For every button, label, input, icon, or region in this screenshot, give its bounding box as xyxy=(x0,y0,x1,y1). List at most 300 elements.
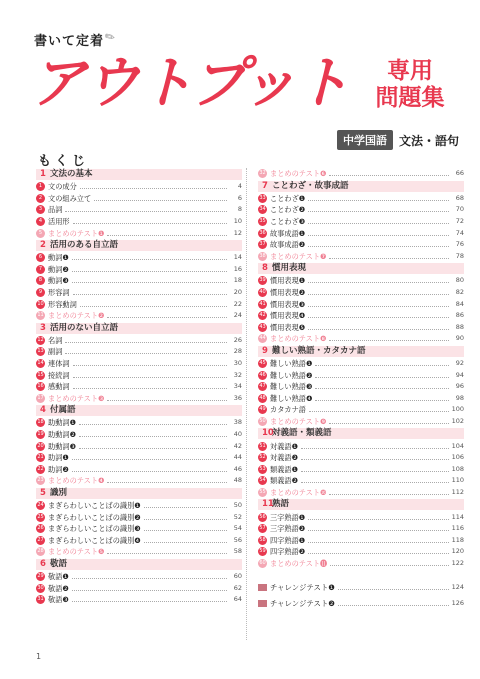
entry-number-badge: 25 xyxy=(37,513,44,520)
entry-label xyxy=(270,582,335,593)
entry-page: 12 xyxy=(233,228,242,237)
entry-number-badge: 2 xyxy=(36,194,45,203)
entry-sub-number: ❸ xyxy=(134,524,141,534)
entry-sub-number: ❸ xyxy=(69,441,77,451)
entry-page: 42 xyxy=(233,441,242,450)
section-title: 熟語 xyxy=(272,499,290,510)
dot-leader xyxy=(79,436,227,437)
entry-sub-number: ❶ xyxy=(69,418,77,428)
sub-title-line-1: 専用 xyxy=(387,58,433,84)
entry-number-badge: 16 xyxy=(37,383,44,390)
toc-entry[interactable] xyxy=(36,546,242,558)
entry-number-badge: 6 xyxy=(36,253,45,262)
toc-entry[interactable] xyxy=(258,287,464,299)
entry-page: 36 xyxy=(233,393,242,402)
toc-entry[interactable] xyxy=(258,310,464,322)
dot-leader xyxy=(338,605,449,606)
entry-sub-number: ❷ xyxy=(62,264,69,274)
toc-entry[interactable] xyxy=(258,322,464,334)
entry-label-text: ことわざ xyxy=(270,193,299,203)
entry-number-badge: 40 xyxy=(259,289,266,296)
entry-page: 50 xyxy=(233,500,242,509)
entry-page: 18 xyxy=(233,276,242,285)
entry-label xyxy=(270,251,326,262)
column-divider xyxy=(246,168,247,640)
entry-label-text: まとめのテスト xyxy=(270,334,321,344)
toc-section xyxy=(36,323,242,405)
dot-leader xyxy=(338,589,449,590)
section-number: 11 xyxy=(262,499,274,510)
toc-entry[interactable] xyxy=(258,463,464,475)
dot-leader xyxy=(308,519,448,520)
entry-label xyxy=(270,535,305,546)
toc-section xyxy=(258,346,464,428)
toc-entry[interactable] xyxy=(258,440,464,452)
dot-leader xyxy=(301,471,449,472)
entry-sub-number: ❸ xyxy=(62,595,69,605)
dot-leader xyxy=(308,246,449,247)
entry-label-text: 活用形 xyxy=(48,217,70,227)
entry-number-badge: 41 xyxy=(259,300,266,307)
toc-entry[interactable] xyxy=(258,452,464,464)
toc-entry[interactable] xyxy=(258,523,464,535)
dot-leader xyxy=(79,448,227,449)
entry-label-text: 難しい熟語 xyxy=(270,359,306,369)
toc-entry[interactable] xyxy=(258,546,464,558)
toc-entry[interactable] xyxy=(36,346,242,358)
toc-section xyxy=(258,263,464,345)
section-number: 9 xyxy=(262,345,268,356)
entry-label xyxy=(270,464,298,475)
entry-sub-number: ❷ xyxy=(291,453,299,463)
entry-label xyxy=(270,546,305,557)
entry-sub-number: ❶ xyxy=(305,359,313,369)
dot-leader xyxy=(329,340,449,341)
entry-label xyxy=(270,216,305,227)
entry-label xyxy=(48,546,104,557)
toc-entry[interactable] xyxy=(36,582,242,594)
entry-number-badge: 60 xyxy=(259,559,266,566)
entry-sub-number: ❸ xyxy=(62,276,69,286)
toc-entry[interactable] xyxy=(36,440,242,452)
entry-page: 126 xyxy=(451,599,464,608)
entry-label-text: まとめのテスト xyxy=(48,393,99,403)
dot-leader xyxy=(301,459,449,460)
entry-label xyxy=(270,239,305,250)
dot-leader xyxy=(308,223,449,224)
entry-label xyxy=(48,583,69,594)
entry-sub-number: ❷ xyxy=(305,370,313,380)
toc-entry[interactable] xyxy=(36,298,242,310)
entry-page: 76 xyxy=(455,240,464,249)
toc-entry[interactable] xyxy=(258,558,464,570)
challenge-test-entry[interactable] xyxy=(258,597,464,609)
entry-number-badge: 58 xyxy=(259,536,266,543)
entry-sub-number: ❾ xyxy=(320,416,327,426)
dot-leader xyxy=(308,306,449,307)
section-header xyxy=(36,559,242,570)
challenge-spacer xyxy=(258,569,464,577)
dot-leader xyxy=(308,294,449,295)
entry-page: 120 xyxy=(451,547,464,556)
section-title: 対義語・類義語 xyxy=(272,428,332,439)
entry-label xyxy=(48,512,141,523)
toc-section xyxy=(36,240,242,322)
entry-label-text: 動詞 xyxy=(48,253,63,263)
toc-section xyxy=(258,181,464,263)
entry-label xyxy=(48,393,104,404)
dot-leader xyxy=(144,542,227,543)
entry-label-text: 四字熟語 xyxy=(270,547,299,557)
toc-entry[interactable] xyxy=(36,429,242,441)
entry-label-text: 助詞 xyxy=(48,464,63,474)
entry-label xyxy=(48,335,62,346)
dot-leader xyxy=(80,306,227,307)
toc-section xyxy=(36,405,242,487)
entry-label-text: 慣用表現 xyxy=(270,276,299,286)
entry-page: 82 xyxy=(455,288,464,297)
entry-label xyxy=(48,252,69,263)
toc-entry[interactable] xyxy=(36,204,242,216)
entry-number-badge: 18 xyxy=(37,419,44,426)
dot-leader xyxy=(315,365,449,366)
brand-title: アウトプット xyxy=(30,51,349,116)
entry-number-badge: 19 xyxy=(37,430,44,437)
toc-entry[interactable] xyxy=(258,239,464,251)
toc-entry[interactable] xyxy=(36,275,242,287)
dot-leader xyxy=(72,282,227,283)
toc-entry[interactable] xyxy=(258,487,464,499)
entry-number-badge: 35 xyxy=(259,218,266,225)
entry-sub-number: ❸ xyxy=(298,217,306,227)
entry-label xyxy=(48,216,70,227)
entry-label xyxy=(48,417,76,428)
entry-sub-number: ❷ xyxy=(298,524,306,534)
entry-label-text: 慣用表現 xyxy=(270,299,299,309)
entry-label-text: 敬語 xyxy=(48,583,63,593)
toc-entry[interactable] xyxy=(258,393,464,405)
dot-leader xyxy=(107,553,227,554)
dot-leader xyxy=(308,530,448,531)
toc-entry[interactable] xyxy=(36,335,242,347)
section-title: 文法の基本 xyxy=(50,169,93,179)
toc-left-column xyxy=(36,168,242,605)
entry-page: 96 xyxy=(455,382,464,391)
section-number: 8 xyxy=(262,263,268,274)
dot-leader xyxy=(308,211,449,212)
dot-leader xyxy=(301,448,449,449)
section-number: 4 xyxy=(40,405,46,416)
toc-entry[interactable] xyxy=(36,252,242,264)
toc-entry[interactable] xyxy=(36,381,242,393)
section-number: 2 xyxy=(40,239,46,250)
entry-label-text: 副詞 xyxy=(48,347,63,357)
entry-number-badge: 30 xyxy=(37,584,44,591)
entry-label xyxy=(48,228,104,239)
dot-leader xyxy=(73,388,227,389)
entry-page: 44 xyxy=(233,453,242,462)
toc-entry[interactable] xyxy=(36,264,242,276)
dot-leader xyxy=(330,565,448,566)
entry-label xyxy=(48,370,70,381)
entry-sub-number: ❶ xyxy=(62,253,69,263)
entry-label-text: 形容動詞 xyxy=(48,299,77,309)
toc-entry[interactable] xyxy=(36,216,242,228)
section-title: 難しい熟語・カタカナ語 xyxy=(272,345,366,356)
entry-label xyxy=(270,333,326,344)
section-header xyxy=(258,499,464,510)
entry-page: 100 xyxy=(451,405,464,414)
entry-number-badge: 31 xyxy=(37,596,44,603)
entry-sub-number: ❶ xyxy=(134,500,141,510)
entry-sub-number: ⓫ xyxy=(320,558,328,568)
entry-page: 80 xyxy=(455,276,464,285)
toc-entry[interactable] xyxy=(36,358,242,370)
entry-label-text: 三字熟語 xyxy=(270,524,299,534)
entry-sub-number: ❻ xyxy=(320,169,327,179)
entry-page: 108 xyxy=(451,464,464,473)
entry-page: 70 xyxy=(455,205,464,214)
entry-number-badge: 4 xyxy=(36,217,45,226)
entry-page: 68 xyxy=(455,193,464,202)
section-title: 敬語 xyxy=(50,558,68,569)
entry-label-text: 敬語 xyxy=(48,571,63,581)
entry-label xyxy=(48,193,91,204)
toc-entry[interactable] xyxy=(36,500,242,512)
entry-number-badge: 8 xyxy=(36,276,45,285)
entry-number-badge: 26 xyxy=(37,525,44,532)
entry-number-badge: 42 xyxy=(259,312,266,319)
toc-entry[interactable] xyxy=(36,417,242,429)
entry-sub-number: ❷ xyxy=(62,583,69,593)
entry-label-text: まとめのテスト xyxy=(270,558,321,568)
entry-number-badge: 47 xyxy=(259,383,266,390)
entry-label xyxy=(48,464,69,475)
entry-label-text: まとめのテスト xyxy=(270,487,321,497)
subject-row xyxy=(337,130,459,150)
entry-number-badge: 49 xyxy=(259,406,266,413)
toc-entry[interactable] xyxy=(258,358,464,370)
dot-leader xyxy=(79,424,227,425)
entry-label-text: まとめのテスト xyxy=(270,169,321,179)
entry-label xyxy=(270,370,312,381)
entry-label xyxy=(270,381,312,392)
entry-page: 102 xyxy=(451,416,464,425)
sub-title-line-2: 問題集 xyxy=(375,85,445,111)
entry-number-badge: 27 xyxy=(37,536,44,543)
entry-number-badge: 59 xyxy=(259,548,266,555)
toc-entry[interactable] xyxy=(36,181,242,193)
entry-sub-number: ❹ xyxy=(98,476,105,486)
entry-sub-number: ❶ xyxy=(298,535,306,545)
entry-label-text: 故事成語 xyxy=(270,240,299,250)
toc-entry[interactable] xyxy=(258,475,464,487)
entry-number-badge: 52 xyxy=(259,454,266,461)
entry-sub-number: ❶ xyxy=(298,228,306,238)
entry-label-text: 難しい熟語 xyxy=(270,382,306,392)
entry-label xyxy=(48,287,70,298)
entry-label-text: まぎらわしいことばの識別 xyxy=(48,535,135,545)
entry-label-text: 動詞 xyxy=(48,264,63,274)
toc-entry[interactable] xyxy=(258,216,464,228)
entry-sub-number: ❿ xyxy=(320,487,327,497)
toc-entry[interactable] xyxy=(36,475,242,487)
entry-label xyxy=(270,475,298,486)
entry-label-text: 故事成語 xyxy=(270,228,299,238)
entry-page: 46 xyxy=(233,464,242,473)
entry-sub-number: ❸ xyxy=(298,299,306,309)
toc-entry[interactable] xyxy=(258,416,464,428)
entry-sub-number: ❶ xyxy=(62,571,69,581)
entry-label xyxy=(270,287,305,298)
entry-label-text: 助動詞 xyxy=(48,429,70,439)
toc-entry[interactable] xyxy=(36,393,242,405)
entry-page: 78 xyxy=(455,251,464,260)
entry-label xyxy=(270,416,326,427)
dot-leader xyxy=(73,223,227,224)
toc-section xyxy=(36,488,242,558)
toc-entry[interactable] xyxy=(36,594,242,606)
dot-leader xyxy=(72,259,227,260)
entry-sub-number: ❶ xyxy=(298,512,306,522)
toc-entry[interactable] xyxy=(36,369,242,381)
entry-sub-number: ❷ xyxy=(298,240,306,250)
toc-entry[interactable] xyxy=(258,381,464,393)
dot-leader xyxy=(144,530,227,531)
entry-page: 24 xyxy=(233,311,242,320)
entry-label-text: チャレンジテスト xyxy=(270,582,329,592)
entry-label-text: 難しい熟語 xyxy=(270,393,306,403)
entry-page: 4 xyxy=(237,182,242,191)
toc-entry[interactable] xyxy=(258,404,464,416)
entry-page: 32 xyxy=(233,370,242,379)
section-header xyxy=(258,263,464,274)
toc-entry[interactable] xyxy=(36,452,242,464)
section-header xyxy=(258,428,464,439)
dot-leader xyxy=(65,211,227,212)
square-bullet-icon xyxy=(258,600,267,607)
toc-entry[interactable] xyxy=(258,275,464,287)
entry-sub-number: ❹ xyxy=(134,535,141,545)
toc-entry[interactable] xyxy=(258,204,464,216)
toc-entry[interactable] xyxy=(36,523,242,535)
brand-small: 書いて定着 xyxy=(34,34,105,49)
entry-page: 26 xyxy=(233,335,242,344)
entry-label-text: 類義語 xyxy=(270,476,292,486)
entry-label-text: 慣用表現 xyxy=(270,311,299,321)
toc-entry[interactable] xyxy=(258,298,464,310)
toc-entry[interactable] xyxy=(36,193,242,205)
entry-label xyxy=(48,181,77,192)
dot-leader xyxy=(65,353,227,354)
challenge-test-entry[interactable] xyxy=(258,581,464,593)
entry-label xyxy=(48,500,141,511)
entry-page: 98 xyxy=(455,393,464,402)
toc-entry[interactable] xyxy=(36,287,242,299)
toc-title: もくじ xyxy=(38,154,90,169)
entry-label-text: 接続詞 xyxy=(48,370,70,380)
dot-leader xyxy=(308,200,449,201)
entry-page: 86 xyxy=(455,311,464,320)
toc-entry[interactable] xyxy=(258,193,464,205)
section-number: 10 xyxy=(262,428,274,439)
dot-leader xyxy=(107,317,227,318)
entry-sub-number: ❷ xyxy=(134,512,141,522)
dot-leader xyxy=(329,175,449,176)
entry-page: 16 xyxy=(233,264,242,273)
entry-label-text: 対義語 xyxy=(270,441,292,451)
entry-sub-number: ❷ xyxy=(69,429,77,439)
toc-entry[interactable] xyxy=(36,310,242,322)
entry-label xyxy=(48,523,141,534)
entry-label-text: まぎらわしいことばの識別 xyxy=(48,500,135,510)
dot-leader xyxy=(107,482,227,483)
toc-entry[interactable] xyxy=(36,534,242,546)
entry-page: 28 xyxy=(233,347,242,356)
toc-entry[interactable] xyxy=(36,511,242,523)
toc-section xyxy=(258,428,464,498)
toc-entry[interactable] xyxy=(36,227,242,239)
entry-label xyxy=(48,299,77,310)
entry-label xyxy=(48,452,69,463)
toc-entry[interactable] xyxy=(36,571,242,583)
toc-entry[interactable] xyxy=(36,463,242,475)
toc-entry[interactable] xyxy=(258,534,464,546)
entry-number-badge: 51 xyxy=(259,442,266,449)
entry-label-text: 助動詞 xyxy=(48,418,70,428)
entry-label-text: 類義語 xyxy=(270,464,292,474)
entry-number-badge: 21 xyxy=(37,454,44,461)
entry-label xyxy=(48,264,69,275)
entry-label xyxy=(270,358,312,369)
toc-entry[interactable] xyxy=(258,227,464,239)
dot-leader xyxy=(329,494,448,495)
entry-sub-number: ❶ xyxy=(298,276,306,286)
toc-entry[interactable] xyxy=(258,369,464,381)
toc-section xyxy=(36,169,242,239)
entry-label xyxy=(270,228,305,239)
entry-label xyxy=(48,381,70,392)
dot-leader xyxy=(309,411,449,412)
entry-number-badge: 43 xyxy=(259,323,266,330)
toc-entry[interactable] xyxy=(258,251,464,263)
toc-entry[interactable] xyxy=(258,333,464,345)
toc-entry[interactable] xyxy=(258,168,464,180)
entry-label-text: まとめのテスト xyxy=(48,228,99,238)
section-title: 付属語 xyxy=(50,405,76,416)
entry-number-badge: 20 xyxy=(37,442,44,449)
entry-sub-number: ❶ xyxy=(98,228,105,238)
entry-page: 8 xyxy=(237,205,242,214)
entry-sub-number: ❺ xyxy=(98,547,105,557)
entry-label-text: 文の成分 xyxy=(48,182,77,192)
entry-page: 20 xyxy=(233,288,242,297)
entry-sub-number: ❶ xyxy=(62,453,69,463)
entry-sub-number: ❷ xyxy=(298,547,306,557)
entry-label-text: 文の組み立て xyxy=(48,193,92,203)
toc-entry[interactable] xyxy=(258,511,464,523)
entry-sub-number: ❷ xyxy=(291,476,299,486)
entry-page: 10 xyxy=(233,217,242,226)
dot-leader xyxy=(107,235,227,236)
section-title: 活用のある自立語 xyxy=(50,239,119,250)
entry-label-text: まとめのテスト xyxy=(48,311,99,321)
entry-label xyxy=(270,441,298,452)
entry-label xyxy=(48,275,69,286)
entry-label xyxy=(270,322,305,333)
dot-leader xyxy=(72,271,227,272)
entry-page: 38 xyxy=(233,418,242,427)
